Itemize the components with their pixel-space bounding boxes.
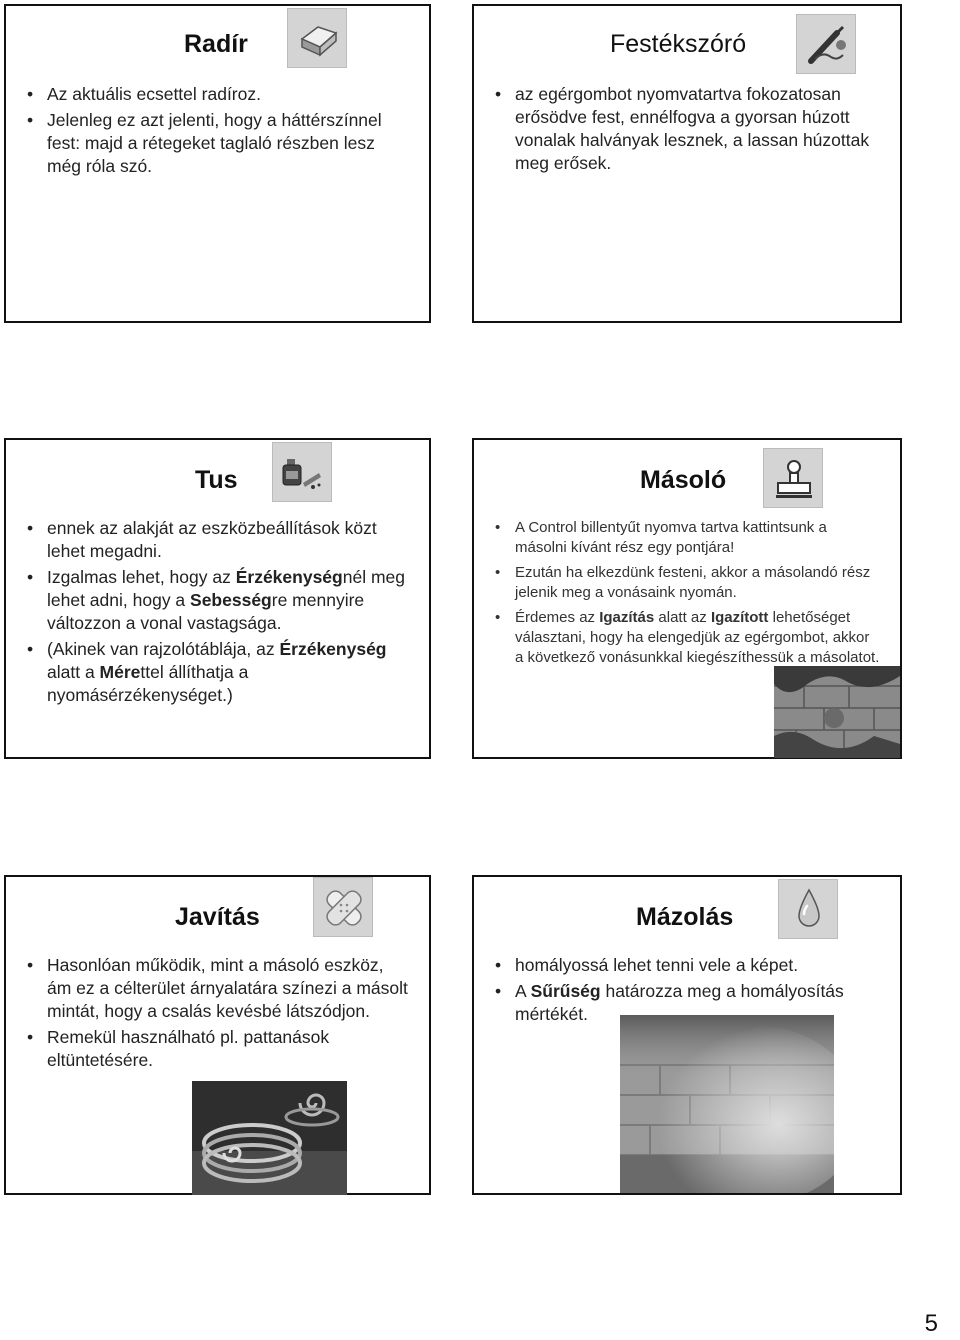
list-item: • A Control billentyűt nyomva tartva kattintsunk a másolni kívánt rész egy pontjára! xyxy=(495,518,880,558)
slide-tus xyxy=(4,438,431,759)
list-item: • homályossá lehet tenni vele a képet. xyxy=(495,954,880,977)
heal-bandage-icon xyxy=(313,877,373,937)
list-item: • Az aktuális ecsettel radíroz. xyxy=(27,83,412,106)
bullet-list xyxy=(495,83,880,178)
slide-title: Festékszóró xyxy=(610,30,747,58)
bullet-text: lehetőséget választani, hogy ha elengedjük az egérgombot, akkor a következő vonásunkkal kiegészíthessük a másolatot. xyxy=(515,609,880,666)
bullet-text: ttel állíthatja a nyomásérzékenységet.) xyxy=(47,662,249,705)
blur-drop-icon xyxy=(778,879,838,939)
blur-example-photo xyxy=(620,1015,834,1193)
keyword: Sebesség xyxy=(190,590,272,610)
rings-photo xyxy=(192,1081,347,1195)
bullet-text: Izgalmas lehet, hogy az xyxy=(47,567,236,587)
slide-mazolas xyxy=(472,875,902,1195)
bullet-text: ennek az alakját az eszközbeállítások közt lehet megadni. xyxy=(47,518,377,561)
list-item: • az egérgombot nyomvatartva fokozatosan erősödve fest, ennélfogva a gyorsan húzott vonalak halványak lesznek, a lassan húzottak meg erősek. xyxy=(495,83,880,175)
slide-radir xyxy=(4,4,431,323)
bullet-list xyxy=(27,517,412,710)
keyword: Mére xyxy=(99,662,141,682)
list-item xyxy=(27,638,412,707)
eraser-icon xyxy=(287,8,347,68)
keyword: Sűrűség xyxy=(530,981,601,1001)
slide-title: Radír xyxy=(184,30,248,58)
bullet-text: alatt a xyxy=(47,662,100,682)
clone-example-photo xyxy=(774,666,900,758)
list-item: • Jelenleg ez azt jelenti, hogy a háttérszínnel fest: majd a rétegeket taglaló részben lesz még róla szó. xyxy=(27,109,412,178)
bullet-text: re mennyire változzon a vonal vastagsága. xyxy=(47,590,365,633)
bullet-list xyxy=(27,83,412,181)
slide-title: Mázolás xyxy=(636,903,734,931)
keyword: Igazítás xyxy=(599,609,655,626)
list-item xyxy=(495,608,880,668)
list-item: • Ezután ha elkezdünk festeni, akkor a másolandó rész jelenik meg a vonásaink nyomán. xyxy=(495,563,880,603)
slide-title: Másoló xyxy=(640,466,727,494)
slide-festekszoro xyxy=(472,4,902,323)
list-item xyxy=(27,566,412,635)
bullet-text: (Akinek van rajzolótáblája, az xyxy=(47,639,280,659)
keyword: Érzékenység xyxy=(235,567,343,587)
slide-masolo xyxy=(472,438,902,759)
bullet-text: nél meg lehet adni, hogy a xyxy=(47,567,405,610)
bullet-list xyxy=(27,954,412,1075)
list-item: • Hasonlóan működik, mint a másoló eszköz, ám ez a célterület árnyalatára színezi a másolt mintát, hogy a csalás kevésbé látszódjon. xyxy=(27,954,412,1023)
bullet-text: A xyxy=(515,981,531,1001)
bullet-list xyxy=(495,518,880,673)
keyword: Igazított xyxy=(710,609,769,626)
slide-title: Tus xyxy=(195,466,238,494)
airbrush-icon xyxy=(796,14,856,74)
bullet-text: határozza meg a homályosítás mértékét. xyxy=(515,981,844,1024)
bullet-text: alatt az xyxy=(654,609,711,626)
list-item: • Remekül használható pl. pattanások eltüntetésére. xyxy=(27,1026,412,1072)
clone-stamp-icon xyxy=(763,448,823,508)
slide-title: Javítás xyxy=(175,903,260,931)
bullet-text: Érdemes az xyxy=(515,609,600,626)
page-number: 5 xyxy=(924,1310,938,1337)
keyword: Érzékenység xyxy=(279,639,387,659)
ink-icon xyxy=(272,442,332,502)
slide-javitas xyxy=(4,875,431,1195)
list-item xyxy=(27,517,412,563)
